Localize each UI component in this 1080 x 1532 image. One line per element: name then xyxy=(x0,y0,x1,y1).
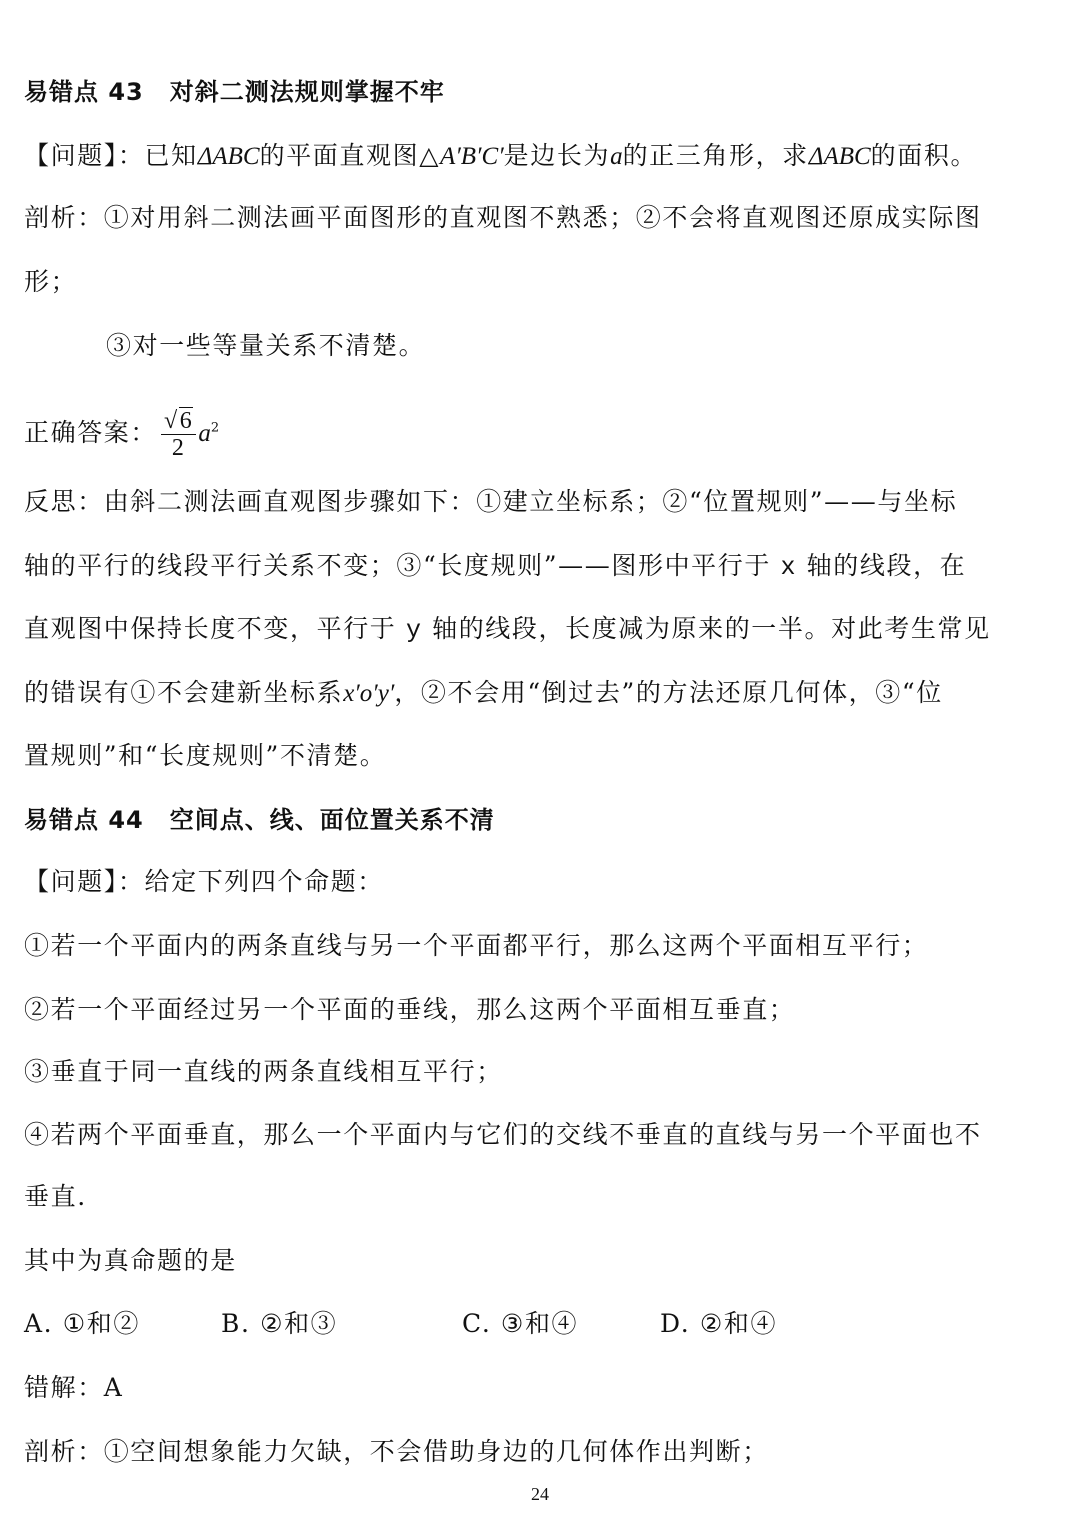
option-c: C. ③和④ xyxy=(462,1309,579,1338)
text: y xyxy=(405,616,423,645)
triangle-abc: ΔABC xyxy=(808,143,871,170)
proposition-1: ①若一个平面内的两条直线与另一个平面都平行，那么这两个平面相互平行； xyxy=(24,931,929,960)
var-a: a xyxy=(198,420,211,447)
section-43-title: 对斜二测法规则掌握不牢 xyxy=(169,78,445,106)
proposition-3: ③垂直于同一直线的两条直线相互平行； xyxy=(24,1057,503,1086)
denominator: 2 xyxy=(171,435,186,461)
text: ：已知 xyxy=(117,141,198,170)
problem-tag: 【问题】 xyxy=(24,141,118,170)
triangle-abc: ΔABC xyxy=(197,143,260,170)
page-number: 24 xyxy=(531,1484,549,1504)
answer-fraction xyxy=(161,408,196,461)
numerator: √6 xyxy=(161,408,196,435)
text: x xyxy=(780,553,798,582)
problem-44: 【问题】：给定下列四个命题： xyxy=(24,867,384,896)
options-row xyxy=(24,1308,924,1340)
analysis-44: 剖析：①空间想象能力欠缺，不会借助身边的几何体作出判断； xyxy=(24,1437,769,1466)
wrong-answer: 错解：A xyxy=(24,1373,124,1402)
reflection-line-1: 反思：由斜二测法画直观图步骤如下：①建立坐标系；②“位置规则”——与坐标 xyxy=(24,487,958,516)
text: 的平面直观图 xyxy=(259,141,420,170)
triangle-symbol: △ xyxy=(419,141,441,170)
text: 的面积。 xyxy=(870,141,978,170)
proposition-4-line-1: ④若两个平面垂直，那么一个平面内与它们的交线不垂直的直线与另一个平面也不 xyxy=(24,1120,982,1149)
proposition-2: ②若一个平面经过另一个平面的垂线，那么这两个平面相互垂直； xyxy=(24,995,796,1024)
section-43-heading xyxy=(24,76,445,108)
reflection-line-3 xyxy=(24,613,991,647)
text: 轴的线段，在 xyxy=(806,551,967,580)
text: 轴的线段，长度减为原来的一半。对此考生常见 xyxy=(432,614,991,643)
text: 是边长为 xyxy=(503,141,611,170)
text: 的错误有①不会建新坐标系 xyxy=(24,678,344,707)
section-44-heading xyxy=(24,804,495,836)
question: 其中为真命题的是 xyxy=(24,1246,237,1275)
option-a: A. ①和② xyxy=(24,1309,140,1338)
text: 轴的平行的线段平行关系不变；③“长度规则”——图形中平行于 xyxy=(24,551,771,580)
option-d: D. ②和④ xyxy=(660,1309,778,1338)
coord-system: x′o′y′ xyxy=(343,680,395,707)
var-a: a xyxy=(610,143,623,170)
section-44-title: 空间点、线、面位置关系不清 xyxy=(169,806,495,834)
analysis-43-line-3: ③对一些等量关系不清楚。 xyxy=(106,331,426,360)
reflection-line-2 xyxy=(24,550,966,584)
reflection-line-5: 置规则”和“长度规则”不清楚。 xyxy=(24,741,387,770)
option-b: B. ②和③ xyxy=(221,1309,338,1338)
reflection-line-4 xyxy=(24,677,943,710)
text: 6 xyxy=(179,408,194,434)
text: 直观图中保持长度不变，平行于 xyxy=(24,614,397,643)
answer-label: 正确答案： xyxy=(24,418,158,447)
problem-43 xyxy=(24,140,977,173)
section-43-label: 易错点 43 xyxy=(24,78,144,106)
section-44-label: 易错点 44 xyxy=(24,806,144,834)
analysis-43-line-1: 剖析：①对用斜二测法画平面图形的直观图不熟悉；②不会将直观图还原成实际图 xyxy=(24,203,982,232)
text: 的正三角形，求 xyxy=(622,141,809,170)
correct-answer xyxy=(24,408,221,461)
analysis-43-line-2: 形； xyxy=(24,267,78,296)
proposition-4-line-2: 垂直. xyxy=(24,1182,87,1211)
text: ，②不会用“倒过去”的方法还原几何体，③“位 xyxy=(394,678,943,707)
exponent: 2 xyxy=(210,420,221,436)
triangle-abc-prime: A′B′C′ xyxy=(440,143,504,170)
